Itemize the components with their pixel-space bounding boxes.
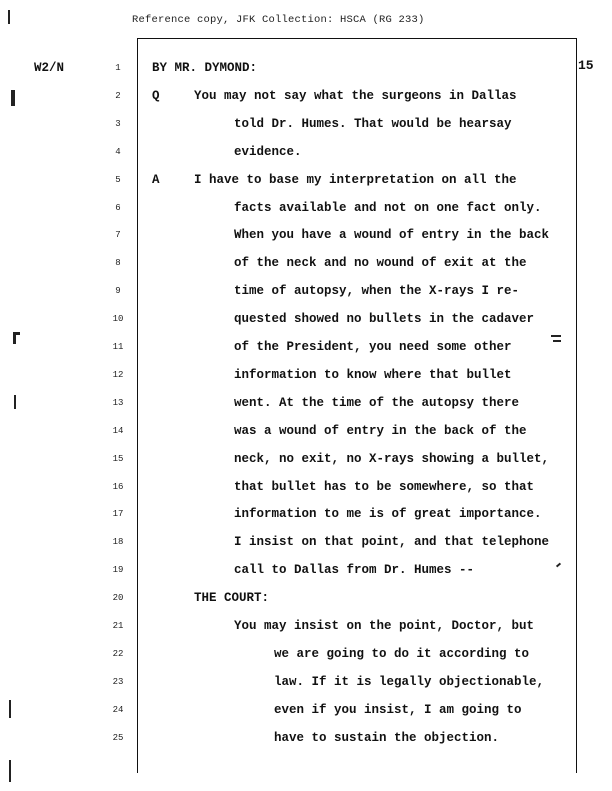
- line-number: 17: [112, 509, 124, 520]
- speaker-label: Q: [152, 88, 160, 103]
- transcript-line: You may insist on the point, Doctor, but: [234, 619, 535, 633]
- line-number: 25: [112, 732, 124, 743]
- line-number: 1: [115, 63, 121, 73]
- line-number: 20: [112, 593, 124, 604]
- transcript-line: even if you insist, I am going to: [274, 702, 522, 717]
- reference-header: Reference copy, JFK Collection: HSCA (RG 233): [132, 14, 425, 26]
- margin-mark: [11, 90, 15, 106]
- line-number: 15: [112, 453, 124, 464]
- line-number: 6: [115, 202, 121, 213]
- transcript-line: BY MR. DYMOND:: [152, 61, 258, 75]
- line-number: 10: [112, 314, 124, 325]
- transcript-line: of the neck and no wound of exit at the: [234, 256, 527, 271]
- transcript-line: information to know where that bullet: [234, 367, 512, 382]
- transcript-line: have to sustain the objection.: [274, 730, 500, 745]
- margin-mark: [556, 563, 561, 568]
- line-number: 24: [112, 704, 124, 715]
- transcript-line: call to Dallas from Dr. Humes --: [234, 563, 475, 578]
- line-number: 7: [115, 230, 121, 241]
- transcript-line: law. If it is legally objectionable,: [274, 674, 545, 689]
- transcript-line: we are going to do it according to: [274, 646, 530, 661]
- transcript-line: time of autopsy, when the X-rays I re-: [234, 284, 520, 299]
- margin-mark: [553, 340, 561, 342]
- transcript-line: When you have a wound of entry in the back: [234, 228, 550, 243]
- margin-mark: [551, 335, 561, 337]
- margin-mark: [14, 395, 16, 409]
- line-number: 11: [112, 342, 124, 352]
- line-number: 2: [115, 90, 121, 101]
- margin-mark: [13, 332, 16, 344]
- line-number: 14: [112, 425, 124, 436]
- transcript-line: of the President, you need some other: [234, 340, 512, 354]
- page-code: W2/N: [34, 61, 65, 75]
- transcript-line: was a wound of entry in the back of the: [234, 423, 527, 438]
- line-number: 8: [115, 258, 121, 269]
- transcript-line: I insist on that point, and that telephone: [234, 535, 550, 550]
- margin-mark: [9, 700, 11, 718]
- frame-right-rule: [576, 38, 577, 773]
- line-number: 18: [112, 537, 124, 548]
- line-number: 19: [112, 565, 124, 576]
- transcript-line: told Dr. Humes. That would be hearsay: [234, 116, 512, 131]
- page-number: 15: [578, 58, 594, 73]
- speaker-label: A: [152, 172, 160, 187]
- transcript-line: facts available and not on one fact only.: [234, 200, 542, 215]
- line-number: 3: [115, 118, 121, 129]
- transcript-line: went. At the time of the autopsy there: [234, 395, 520, 410]
- margin-mark: [9, 760, 11, 782]
- line-number: 16: [112, 481, 124, 492]
- transcript-line: You may not say what the surgeons in Dallas: [194, 88, 517, 103]
- line-number: 23: [112, 676, 124, 687]
- line-number: 13: [112, 397, 124, 408]
- line-number: 9: [115, 286, 121, 297]
- line-number: 21: [112, 621, 124, 631]
- transcript-line: neck, no exit, no X-rays showing a bullet,: [234, 451, 550, 466]
- transcript-line: THE COURT:: [194, 591, 270, 606]
- transcript-line: quested showed no bullets in the cadaver: [234, 312, 535, 327]
- transcript-line: I have to base my interpretation on all the: [194, 172, 517, 187]
- frame-left-rule: [137, 38, 138, 773]
- line-number: 12: [112, 369, 124, 380]
- margin-mark: [8, 10, 10, 24]
- line-number: 22: [112, 648, 124, 659]
- transcript-line: that bullet has to be somewhere, so that: [234, 479, 535, 494]
- line-number: 4: [115, 146, 121, 157]
- transcript-line: information to me is of great importance.: [234, 507, 542, 522]
- line-number: 5: [115, 174, 121, 185]
- transcript-line: evidence.: [234, 144, 302, 159]
- frame-top-rule: [137, 38, 577, 39]
